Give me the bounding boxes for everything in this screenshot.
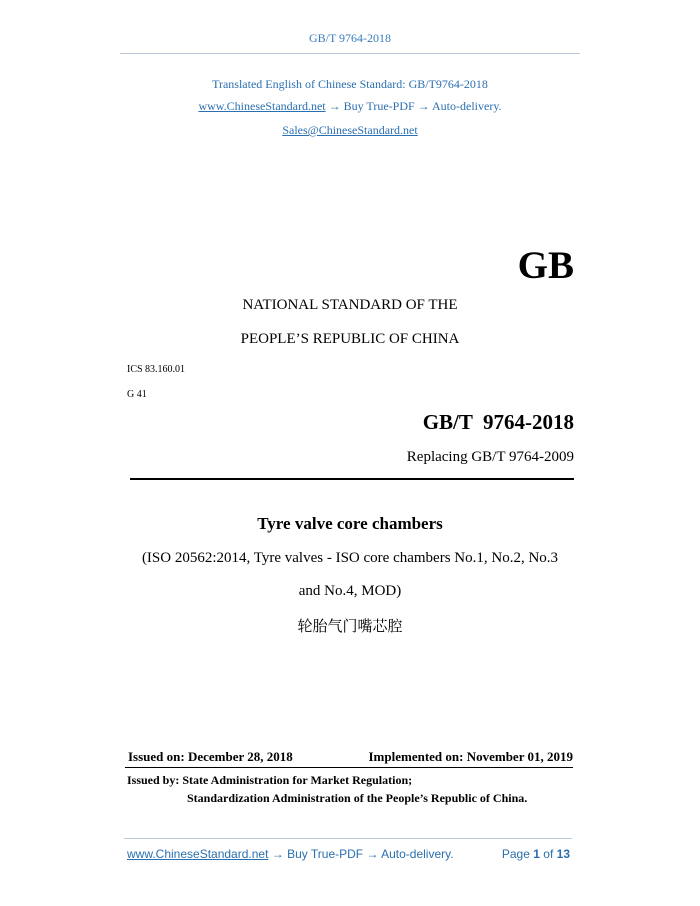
of-word: of [543,847,554,861]
national-standard-line1: NATIONAL STANDARD OF THE [242,297,458,313]
national-standard-line2: PEOPLE’S REPUBLIC OF CHINA [240,331,460,347]
dates-divider [125,767,573,768]
promo-tagline: → Buy True-PDF → Auto-delivery. [325,99,502,113]
issued-date: Issued on: December 28, 2018 [128,749,293,764]
iso-reference-line1: (ISO 20562:2014, Tyre valves - ISO core chambers No.1, No.2, No.3 [141,550,559,566]
ics-code: ICS 83.160.01 [127,364,186,375]
footer-promo [127,847,454,861]
footer-tagline: → Buy True-PDF → Auto-delivery. [268,847,454,861]
iso-reference-line2: and No.4, MOD) [298,583,402,599]
issuer-line1: Issued by: State Administration for Market Regulation; [127,773,413,787]
standard-number [423,410,574,435]
footer-divider [124,838,572,839]
implemented-date: Implemented on: November 01, 2019 [368,749,573,764]
promo-line [0,99,700,114]
footer-site-link[interactable]: www.ChineseStandard.net [127,847,269,861]
classification-code: G 41 [127,389,147,400]
chinese-title: 轮胎气门嘴芯腔 [297,617,403,635]
page-number: 1 [533,847,540,861]
issuer-line2: Standardization Administration of the People’s Republic of China. [187,791,528,805]
translation-notice: Translated English of Chinese Standard: GB/T9764-2018 [212,77,488,91]
page-word: Page [501,847,530,861]
site-link[interactable]: www.ChineseStandard.net [198,99,326,113]
header-divider [120,53,580,54]
gb-mark: GB [517,244,574,287]
email-link[interactable]: Sales@ChineseStandard.net [282,123,418,137]
page-indicator [502,847,570,861]
page-total: 13 [556,847,570,861]
title-divider [130,478,574,480]
document-title: Tyre valve core chambers [257,514,443,533]
replacing-note: Replacing GB/T 9764-2009 [406,449,574,465]
standard-number-text: GB/T 9764-2018 [422,410,574,434]
email-line [0,123,700,138]
header-standard-code: GB/T 9764-2018 [308,31,392,45]
